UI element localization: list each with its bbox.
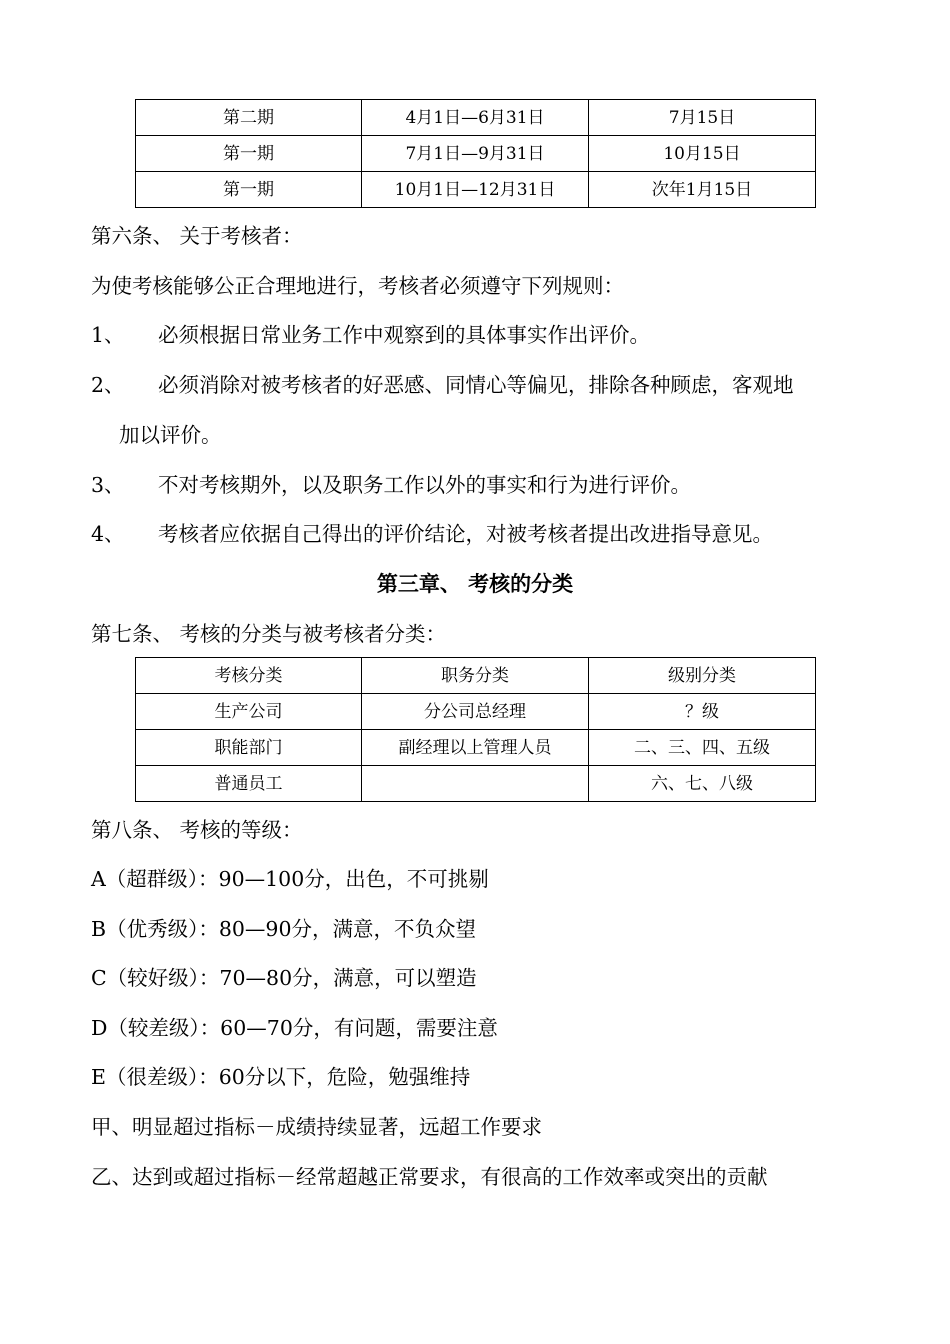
rule-text: 必须消除对被考核者的好恶感、同情心等偏见，排除各种顾虑，客观地: [158, 373, 794, 397]
table-cell: 第二期: [136, 100, 362, 136]
rule-number: 1、: [91, 323, 125, 347]
table-cell: 分公司总经理: [362, 694, 589, 730]
column-header: 职务分类: [362, 658, 589, 694]
grade-item: 乙、达到或超过指标－经常超越正常要求，有很高的工作效率或突出的贡献: [91, 1165, 768, 1189]
grade-item: D（较差级）：60—70分，有问题，需要注意: [91, 1016, 498, 1040]
table-cell: [362, 766, 589, 802]
rule-item: [91, 471, 691, 499]
column-header: 考核分类: [136, 658, 362, 694]
table-cell: 7月15日: [589, 100, 816, 136]
rule-text: 不对考核期外，以及职务工作以外的事实和行为进行评价。: [158, 473, 691, 497]
table-cell: 二、三、四、五级: [589, 730, 816, 766]
rule-text: 必须根据日常业务工作中观察到的具体事实作出评价。: [158, 323, 650, 347]
table-row: [136, 172, 816, 208]
rule-number: 4、: [91, 522, 125, 546]
grade-item: 甲、明显超过指标－成绩持续显著，远超工作要求: [91, 1115, 542, 1139]
grade-item: A（超群级）：90—100分，出色，不可挑剔: [91, 867, 489, 891]
table-cell: ？级: [589, 694, 816, 730]
table-cell: 次年1月15日: [589, 172, 816, 208]
table-cell: 7月1日—9月31日: [362, 136, 589, 172]
rule-continuation: 加以评价。: [119, 423, 222, 447]
table-row: [136, 694, 816, 730]
table-cell: 生产公司: [136, 694, 362, 730]
rule-item: [91, 371, 794, 399]
grade-item: C（较好级）：70—80分，满意，可以塑造: [91, 966, 477, 990]
article7-heading: 第七条、 考核的分类与被考核者分类：: [91, 622, 447, 646]
table-cell: 4月1日—6月31日: [362, 100, 589, 136]
article6-intro: 为使考核能够公正合理地进行，考核者必须遵守下列规则：: [91, 274, 624, 298]
rule-number: 2、: [91, 373, 125, 397]
table-cell: 10月1日—12月31日: [362, 172, 589, 208]
table-cell: 普通员工: [136, 766, 362, 802]
rule-number: 3、: [91, 473, 125, 497]
table-cell: 第一期: [136, 172, 362, 208]
period-table: [135, 99, 816, 208]
table-row: [136, 100, 816, 136]
grade-item: E（很差级）：60分以下，危险，勉强维持: [91, 1065, 471, 1089]
classification-table: [135, 657, 816, 802]
chapter-title: 第三章、 考核的分类: [376, 572, 574, 596]
grade-item: B（优秀级）：80—90分，满意，不负众望: [91, 917, 476, 941]
article8-heading: 第八条、 考核的等级：: [91, 818, 303, 842]
table-cell: 职能部门: [136, 730, 362, 766]
table-row: [136, 136, 816, 172]
table-row: [136, 766, 816, 802]
table-cell: 六、七、八级: [589, 766, 816, 802]
rule-item: [91, 520, 773, 548]
rule-text: 考核者应依据自己得出的评价结论，对被考核者提出改进指导意见。: [158, 522, 773, 546]
rule-item: [91, 321, 650, 349]
table-cell: 第一期: [136, 136, 362, 172]
article6-heading: 第六条、 关于考核者：: [91, 224, 303, 248]
table-row: [136, 730, 816, 766]
table-cell: 10月15日: [589, 136, 816, 172]
column-header: 级别分类: [589, 658, 816, 694]
table-cell: 副经理以上管理人员: [362, 730, 589, 766]
table-header-row: [136, 658, 816, 694]
